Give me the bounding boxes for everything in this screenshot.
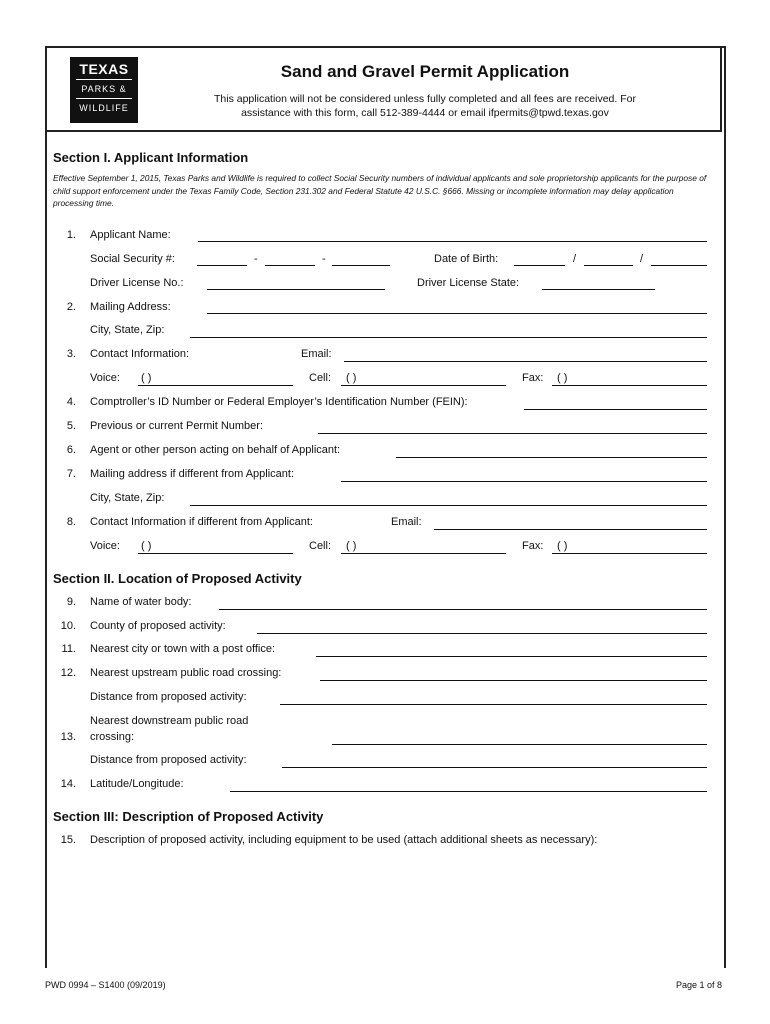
voice-field[interactable] [138,385,293,386]
cell-area-code: ( ) [346,372,357,384]
logo-text-wildlife: WILDLIFE [79,103,129,113]
applicant-name-field[interactable] [198,241,707,242]
tpwd-logo [70,57,138,123]
section-3-title: Section III: Description of Proposed Activity [53,809,324,824]
ssn-label: Social Security #: [90,253,175,265]
agent-field[interactable] [396,457,707,458]
email-field[interactable] [344,361,707,362]
agent-label: Agent or other person acting on behalf of Applicant: [90,444,341,456]
section-1-title: Section I. Applicant Information [53,150,249,165]
mailing-address-field[interactable] [207,313,707,314]
downstream-distance-field[interactable] [282,767,707,768]
alt-cell-area-code: ( ) [346,540,357,552]
dl-number-label: Driver License No.: [90,277,184,289]
upstream-crossing-label: Nearest upstream public road crossing: [90,667,282,679]
item-number: 5. [66,420,76,432]
fax-label: Fax: [522,372,544,384]
alt-mailing-label: Mailing address if different from Applicant: [90,468,295,480]
item-number: 15. [60,834,76,846]
description-label: Description of proposed activity, including equipment to be used (attach additional sheets as necessary): [90,834,598,846]
item-number: 3. [66,348,76,360]
fein-label: Comptroller’s ID Number or Federal Employer’s Identification Number (FEIN): [90,396,468,408]
alt-email-label: Email: [391,516,422,528]
alt-fax-area-code: ( ) [557,540,568,552]
downstream-distance-label: Distance from proposed activity: [90,754,247,766]
downstream-crossing-field[interactable] [332,744,707,745]
alt-cell-label: Cell: [309,540,332,552]
alt-city-state-zip-field[interactable] [190,505,707,506]
item-number: 10. [60,620,76,632]
item-number: 1. [66,229,76,241]
alt-mailing-field[interactable] [341,481,707,482]
fax-field[interactable] [552,385,707,386]
page-subtitle: This application will not be considered unless fully completed and all fees are received. For assistance with this form, call 512-389-4444 or email ifpermits@tpwd.texas.gov [214,93,636,119]
page-number: Page 1 of 8 [675,980,722,990]
alt-contact-label: Contact Information if different from Applicant: [90,516,313,528]
alt-voice-area-code: ( ) [141,540,152,552]
alt-fax-field[interactable] [552,553,707,554]
previous-permit-label: Previous or current Permit Number: [90,420,263,432]
dl-number-field[interactable] [207,289,385,290]
nearest-city-field[interactable] [316,656,707,657]
alt-voice-field[interactable] [138,553,293,554]
dob-day-field[interactable] [584,265,633,266]
page-title: Sand and Gravel Permit Application [280,62,570,81]
email-label: Email: [301,348,332,360]
item-number: 4. [66,396,76,408]
item-number: 6. [66,444,76,456]
item-number: 9. [66,596,76,608]
item-number: 2. [66,301,76,313]
alt-cell-field[interactable] [341,553,506,554]
form-id: PWD 0994 – S1400 (09/2019) [45,980,166,990]
ssn-field-3[interactable] [332,265,390,266]
water-body-field[interactable] [219,609,707,610]
item-number: 12. [60,667,76,679]
downstream-crossing-label-2: crossing: [90,731,135,743]
fax-area-code: ( ) [557,372,568,384]
ssn-notice: Effective September 1, 2015, Texas Parks and Wildlife is required to collect Social Security numbers of individual applicants and sole proprietorship applicants for the purpose of child support enforcement under the Texas Family Code, Section 231.302 and Federal Statute 42 U.S.C. §666. Missing or incomplete information may delay application processing time. [53,173,707,208]
ssn-field-2[interactable] [265,265,315,266]
ssn-field-1[interactable] [197,265,247,266]
dob-month-field[interactable] [514,265,565,266]
alt-voice-label: Voice: [90,540,120,552]
alt-email-field[interactable] [434,529,707,530]
latlong-label: Latitude/Longitude: [90,778,184,790]
voice-label: Voice: [90,372,120,384]
upstream-distance-field[interactable] [280,704,707,705]
section-2-title: Section II. Location of Proposed Activity [53,571,302,586]
dob-year-field[interactable] [651,265,707,266]
item-number: 11. [61,643,76,655]
dob-slash-2: / [640,253,644,265]
item-number: 13. [60,731,76,743]
ssn-dash-2: - [322,253,326,265]
dob-slash-1: / [573,253,577,265]
previous-permit-field[interactable] [318,433,707,434]
mailing-address-label: Mailing Address: [90,301,171,313]
upstream-distance-label: Distance from proposed activity: [90,691,247,703]
nearest-city-label: Nearest city or town with a post office: [90,643,276,655]
logo-text-texas: TEXAS [79,61,129,77]
city-state-zip-label: City, State, Zip: [90,324,165,336]
logo-text-parks: PARKS & [81,84,127,94]
item-number: 7. [66,468,76,480]
city-state-zip-field[interactable] [190,337,707,338]
water-body-label: Name of water body: [90,596,192,608]
item-number: 8. [66,516,76,528]
county-label: County of proposed activity: [90,620,226,632]
voice-area-code: ( ) [141,372,152,384]
applicant-name-label: Applicant Name: [90,229,171,241]
item-number: 14. [60,778,76,790]
contact-info-label: Contact Information: [90,348,190,360]
downstream-crossing-label-1: Nearest downstream public road [90,715,249,727]
alt-city-state-zip-label: City, State, Zip: [90,492,165,504]
county-field[interactable] [257,633,707,634]
cell-label: Cell: [309,372,332,384]
upstream-crossing-field[interactable] [320,680,707,681]
dl-state-field[interactable] [542,289,655,290]
cell-field[interactable] [341,385,506,386]
dl-state-label: Driver License State: [417,277,520,289]
fein-field[interactable] [524,409,707,410]
alt-fax-label: Fax: [522,540,544,552]
latlong-field[interactable] [230,791,707,792]
ssn-dash-1: - [254,253,258,265]
dob-label: Date of Birth: [434,253,499,265]
description-area[interactable] [88,852,708,952]
